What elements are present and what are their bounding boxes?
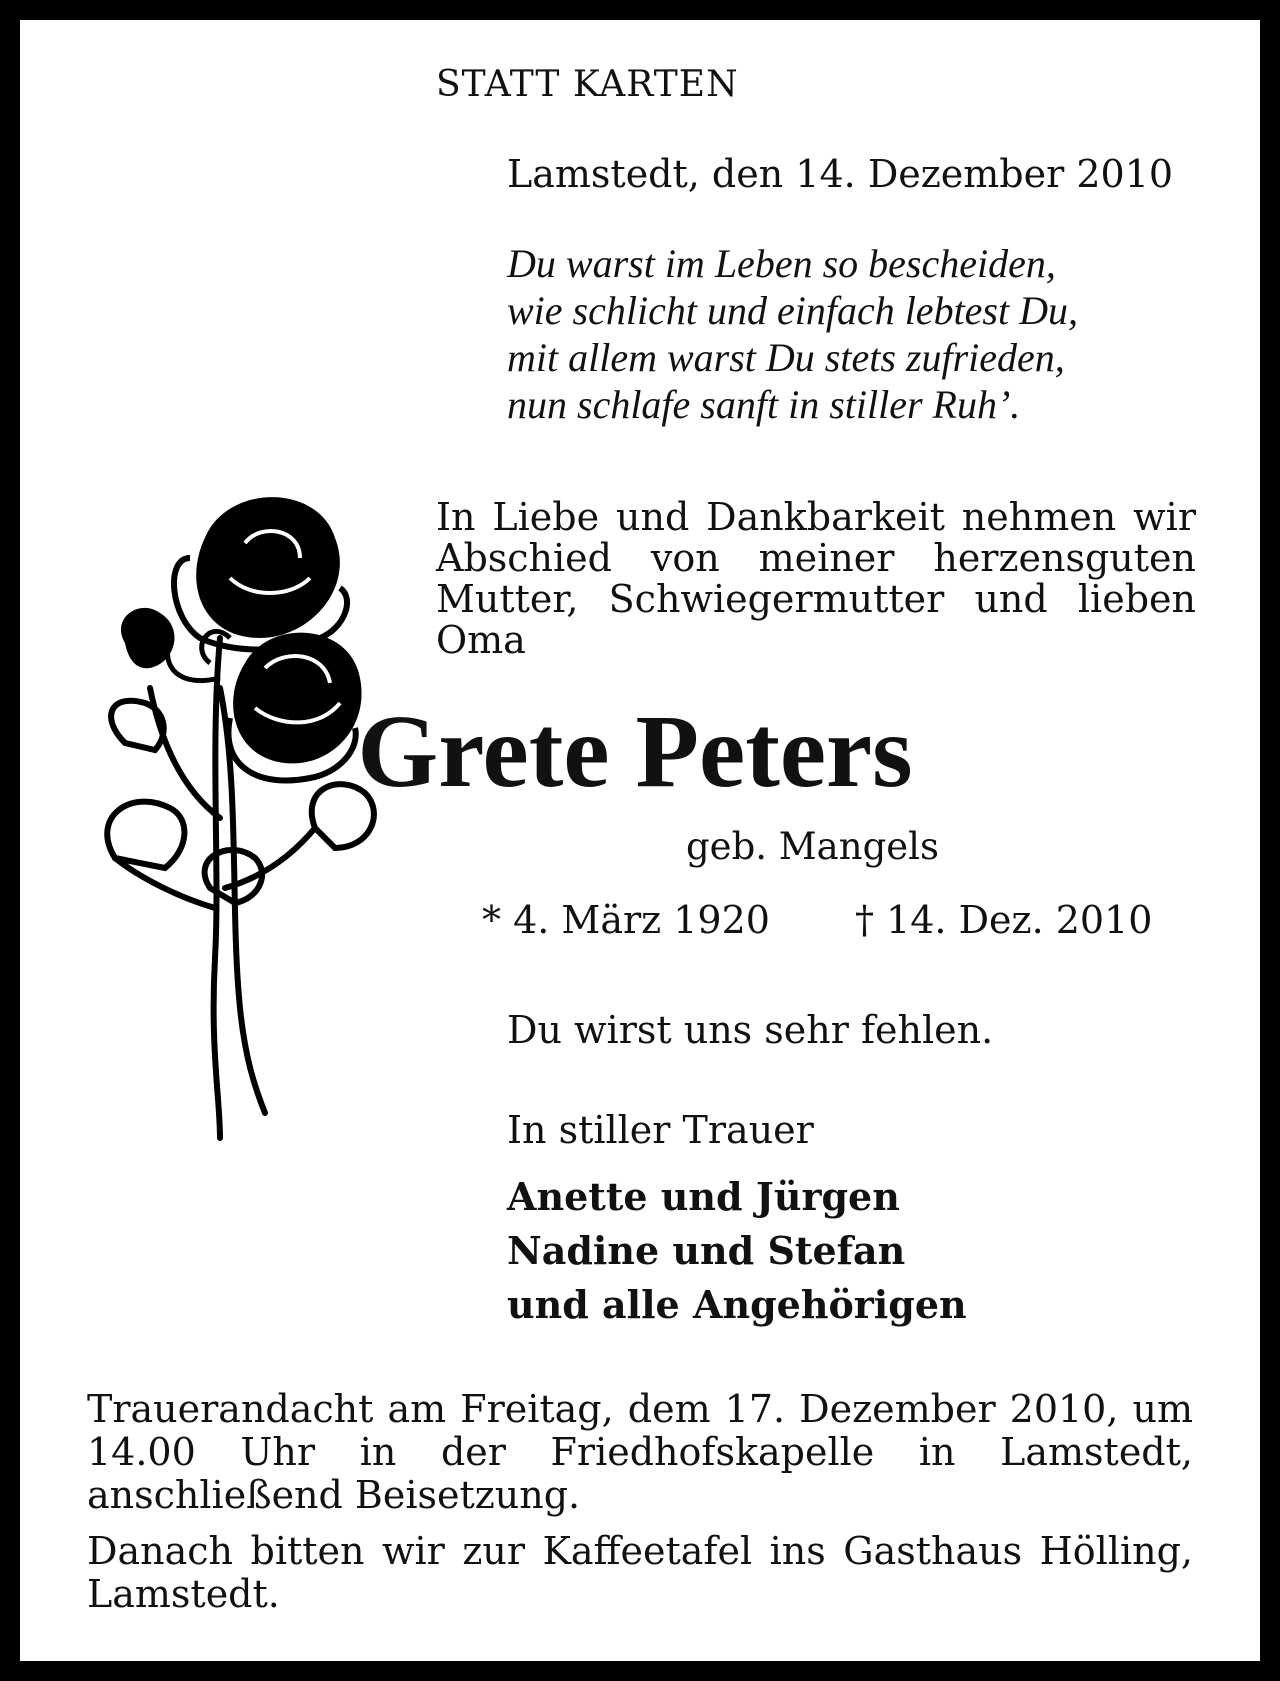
intro-paragraph: In Liebe und Dankbarkeit nehmen wir Abschied von meiner herzensguten Mutter, Schwiegermutter und lieben Oma	[436, 495, 1196, 662]
coffee-info: Danach bitten wir zur Kaffeetafel ins Gasthaus Hölling, Lamstedt.	[87, 1529, 1193, 1616]
poem	[507, 240, 1078, 428]
dateline: Lamstedt, den 14. Dezember 2010	[507, 152, 1174, 196]
maiden-name: geb. Mangels	[686, 825, 939, 868]
death-date: † 14. Dez. 2010	[855, 898, 1153, 942]
farewell-line: Du wirst uns sehr fehlen.	[507, 1008, 994, 1052]
rose-illustration-icon	[70, 488, 400, 1158]
deceased-name	[0, 696, 1280, 808]
notice-header: STATT KARTEN	[436, 64, 739, 105]
poem-line: Du warst im Leben so bescheiden,	[507, 241, 1056, 286]
poem-line: wie schlicht und einfach lebtest Du,	[507, 288, 1078, 333]
mourning-intro: In stiller Trauer	[507, 1108, 814, 1152]
birth-date: * 4. März 1920	[482, 898, 770, 942]
family-line: und alle Angehörigen	[507, 1282, 967, 1327]
deceased-name-text: Grete Peters	[357, 694, 913, 809]
poem-line: mit allem warst Du stets zufrieden,	[507, 335, 1065, 380]
family-line: Anette und Jürgen	[507, 1174, 900, 1219]
family-line: Nadine und Stefan	[507, 1228, 906, 1273]
poem-line: nun schlafe sanft in stiller Ruh’.	[507, 382, 1021, 427]
family-signature	[507, 1170, 967, 1332]
service-info: Trauerandacht am Freitag, dem 17. Dezember 2010, um 14.00 Uhr in der Friedhofskapelle in Lamstedt, anschließend Beisetzung.	[87, 1387, 1193, 1517]
